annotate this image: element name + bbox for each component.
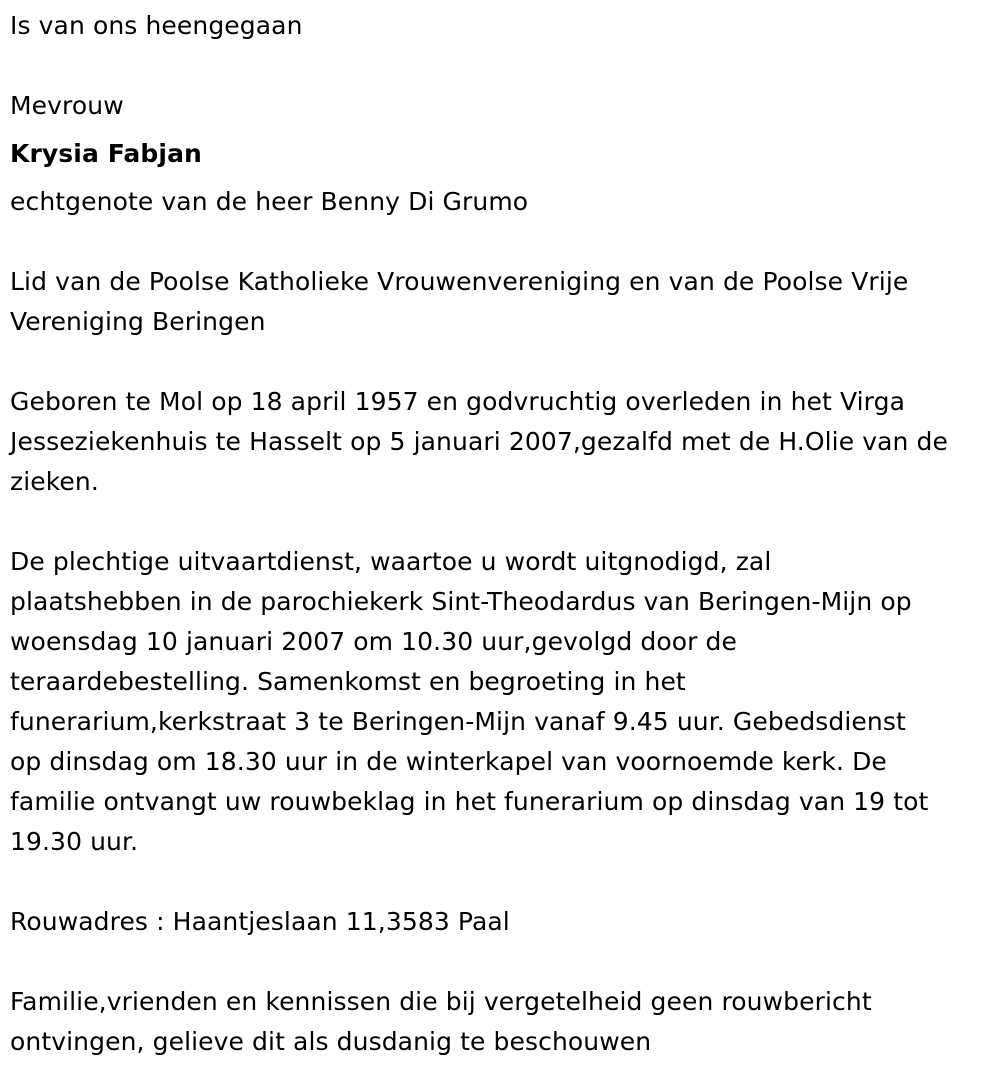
deceased-name: Krysia Fabjan bbox=[10, 139, 202, 168]
closing-paragraph bbox=[10, 982, 960, 1062]
service-line: funerarium,kerkstraat 3 te Beringen-Mijn vanaf 9.45 uur. Gebedsdienst bbox=[10, 707, 906, 736]
service-line: De plechtige uitvaartdienst, waartoe u wordt uitgnodigd, zal bbox=[10, 547, 772, 576]
birth-death-line: zieken. bbox=[10, 467, 99, 496]
closing-line: ontvingen, gelieve dit als dusdanig te beschouwen bbox=[10, 1027, 652, 1056]
membership-line: Lid van de Poolse Katholieke Vrouwenvereniging en van de Poolse Vrije bbox=[10, 267, 909, 296]
service-line: familie ontvangt uw rouwbeklag in het funerarium op dinsdag van 19 tot bbox=[10, 787, 929, 816]
closing-line: Familie,vrienden en kennissen die bij vergetelheid geen rouwbericht bbox=[10, 987, 872, 1016]
birth-death-paragraph bbox=[10, 382, 990, 502]
birth-death-line: Geboren te Mol op 18 april 1957 en godvruchtig overleden in het Virga bbox=[10, 387, 905, 416]
mourning-address: Rouwadres : Haantjeslaan 11,3583 Paal bbox=[10, 907, 510, 936]
membership-line: Vereniging Beringen bbox=[10, 307, 266, 336]
service-line: woensdag 10 januari 2007 om 10.30 uur,gevolgd door de bbox=[10, 627, 738, 656]
service-line: plaatshebben in de parochiekerk Sint-Theodardus van Beringen-Mijn op bbox=[10, 587, 912, 616]
notice-intro: Is van ons heengegaan bbox=[10, 11, 303, 40]
membership-paragraph bbox=[10, 262, 980, 342]
service-line: teraardebestelling. Samenkomst en begroeting in het bbox=[10, 667, 686, 696]
service-line: 19.30 uur. bbox=[10, 827, 139, 856]
spouse-line: echtgenote van de heer Benny Di Grumo bbox=[10, 187, 529, 216]
service-line: op dinsdag om 18.30 uur in de winterkapel van voornoemde kerk. De bbox=[10, 747, 887, 776]
deceased-title: Mevrouw bbox=[10, 91, 124, 120]
birth-death-line: Jesseziekenhuis te Hasselt op 5 januari 2007,gezalfd met de H.Olie van de bbox=[10, 427, 948, 456]
funeral-service-paragraph bbox=[10, 542, 990, 862]
